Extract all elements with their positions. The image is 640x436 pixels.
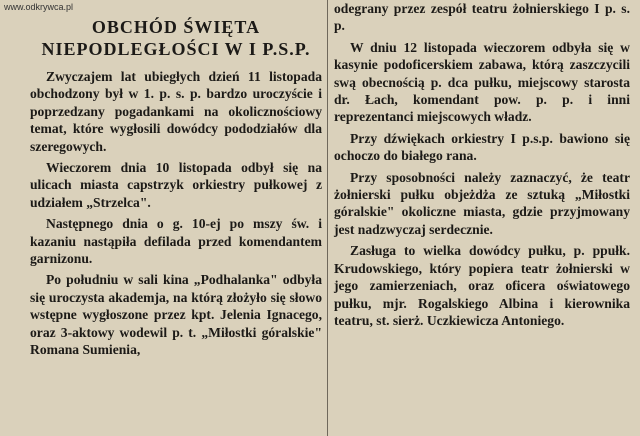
right-column bbox=[334, 0, 630, 333]
paragraph: Zwyczajem lat ubiegłych dzień 11 listopada obchodzony był w 1. p. s. p. bardzo uroczyście i poprzedzany pogadankami na okolicznościowy temat, które wygłosili dowódcy pododziałów dla szeregowych. bbox=[30, 69, 322, 154]
headline-line-1: OBCHÓD ŚWIĘTA bbox=[91, 17, 261, 37]
paragraph: W dniu 12 listopada wieczorem odbyła się w kasynie podoficerskiem zabawa, którą zaszczycili swą obecnością p. dca pułku, miejscowy starosta dr. Łach, komendant pow. p. p. i inni reprezentanci miejscowych władz. bbox=[334, 39, 630, 125]
paragraph: odegrany przez zespół teatru żołnierskiego I p. s. p. bbox=[334, 1, 630, 34]
headline-line-2: NIEPODLEGŁOŚCI W I P.S.P. bbox=[41, 39, 311, 59]
paragraph: Następnego dnia o g. 10-ej po mszy św. i kazaniu nastąpiła defilada przed komendantem garnizonu. bbox=[30, 216, 322, 267]
paragraph: Wieczorem dnia 10 listopada odbył się na ulicach miasta capstrzyk orkiestry pułkowej z udziałem „Strzelca". bbox=[30, 160, 322, 210]
article-headline bbox=[30, 16, 322, 60]
paragraph: Po południu w sali kina „Podhalanka" odbyła się uroczysta akademja, na którą złożyło się słowo wstępne wygłoszone przez kpt. Jelenia Ignacego, oraz 3-aktowy wodewil p. t. „Miłostki góralskie" Romana Sumienia, bbox=[30, 272, 322, 358]
paragraph: Przy sposobności należy zaznaczyć, że teatr żołnierski pułku objeżdża ze sztuką „Miłostki góralskie" okoliczne miasta, gdzie przyjmowany jest nadzwyczaj serdecznie. bbox=[334, 169, 630, 237]
column-divider bbox=[327, 0, 328, 436]
paragraph: Zasługa to wielka dowódcy pułku, p. ppułk. Krudowskiego, który popiera teatr żołnierski w jego zamierzeniach, oraz oficera oświatowego pułku, mjr. Rogalskiego Albina i kierownika teatru, st. sierż. Uczkiewicza Antoniego. bbox=[334, 243, 630, 328]
watermark: www.odkrywca.pl bbox=[4, 2, 74, 12]
paragraph: Przy dźwiękach orkiestry I p.s.p. bawiono się ochoczo do białego rana. bbox=[334, 130, 630, 164]
left-column bbox=[30, 16, 322, 363]
